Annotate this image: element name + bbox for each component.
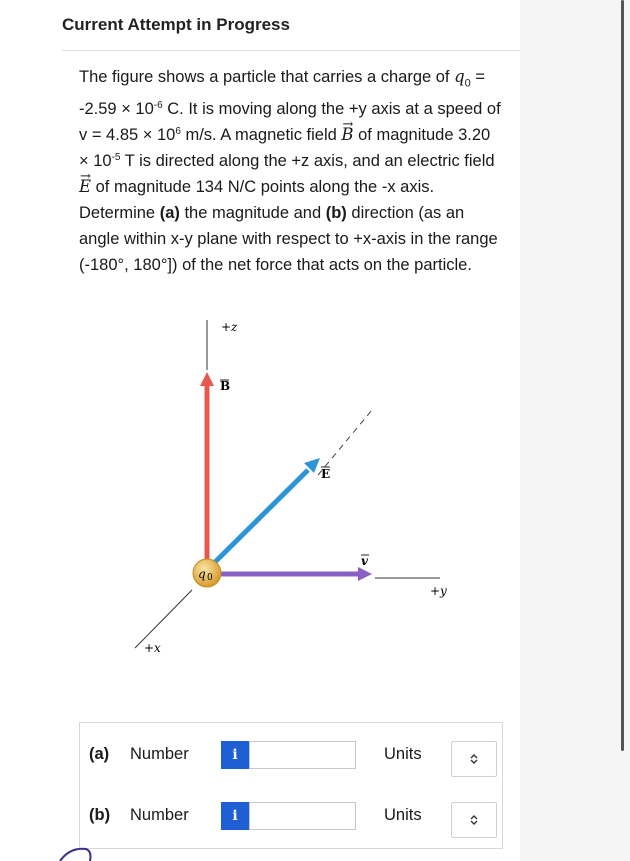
select-arrows-icon [468, 813, 480, 827]
e-vector-symbol: → E [79, 177, 91, 196]
answer-row-a [80, 735, 502, 775]
v-arrowhead [358, 567, 372, 581]
answer-a-number-label: Number [130, 745, 189, 763]
answer-panel [79, 722, 503, 849]
answer-b-number-label: Number [130, 806, 189, 824]
z-axis-label: +z [221, 320, 238, 334]
answer-b-units-select[interactable] [451, 802, 497, 838]
answer-a-label: (a) [89, 745, 110, 763]
y-axis-label: +y [430, 584, 447, 598]
answer-row-b [80, 796, 502, 836]
charge-label: q [198, 567, 206, 581]
answer-a-units-select[interactable] [451, 741, 497, 777]
question-text: The figure shows a particle that carries a charge of $q_0 = -2.59 \times 10^{-6}$ C. It is moving along the +y axis at a speed of $v = 4.85 \times 10^6$ m/s. A magnetic field → B of magnitude $3.20 \times 10^{-5}$ T is directed along the +z axis, and an electric field → E of magnitude 134 N/C points along the -x axis. Determine (a) the magnitude and (b) direction (as an angle within x-y plane with respect to +x-axis in the range (-180°, 180°]) of the net force that acts on the particle. [79, 64, 504, 278]
answer-a-units-label: Units [384, 745, 422, 763]
answer-b-input[interactable] [249, 802, 356, 830]
select-arrows-icon [468, 752, 480, 766]
e-vector [210, 470, 308, 567]
info-icon[interactable]: i [221, 741, 249, 769]
vector-figure [110, 310, 510, 670]
scrollbar[interactable] [621, 0, 624, 751]
e-dashed-line [318, 410, 372, 475]
b-label: B [220, 379, 231, 393]
v-label: v [361, 554, 368, 568]
b-arrowhead [200, 372, 214, 386]
x-axis-label: +x [144, 641, 161, 655]
answer-b-units-label: Units [384, 806, 422, 824]
divider [62, 50, 520, 51]
charge-label-sub: 0 [207, 573, 213, 583]
b-vector-symbol: → B [341, 125, 353, 144]
answer-a-input[interactable] [249, 741, 356, 769]
answer-b-label: (b) [89, 806, 111, 824]
decorative-curve [58, 845, 98, 861]
e-label: E [321, 467, 331, 481]
x-axis-line [135, 590, 192, 648]
attempt-title: Current Attempt in Progress [62, 15, 290, 34]
info-icon[interactable]: i [221, 802, 249, 830]
